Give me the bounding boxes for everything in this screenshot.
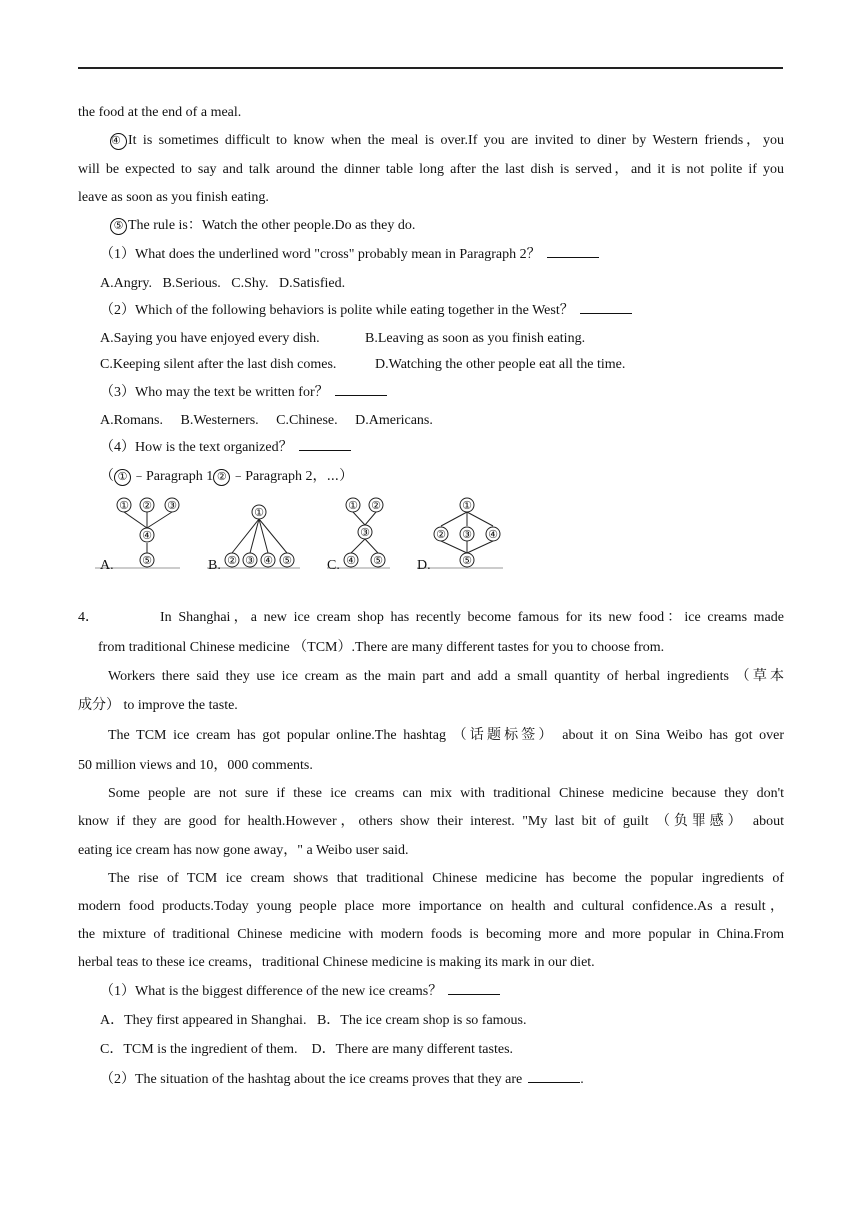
question-3-options: A.Romans. B.Westerners. C.Chinese. D.Americans. [100, 413, 433, 428]
paragraph-4-line-1: ④ It is sometimes difficult to know when the meal is over.If you are invited to diner by Western friends，you [111, 133, 784, 148]
paragraph-number: ④ [110, 133, 127, 150]
section-4-question-2: （2）The situation of the hashtag about the ice creams proves that they are . [100, 1072, 584, 1087]
section-4-paragraph-5-line-2: modern food products.Today young people place more importance on health and cultural confidence.As a result， [78, 899, 784, 914]
answer-blank[interactable] [335, 383, 387, 396]
question-3: （3）Who may the text be written for？ [100, 383, 387, 403]
section-4-question-1: （1）What is the biggest difference of the new ice creams？ [100, 982, 500, 1002]
diagram-label-a: A. [100, 558, 114, 573]
section-4-line-2: from traditional Chinese medicine （TCM）.There are many different tastes for you to choose from. [98, 640, 665, 655]
section-4-paragraph-5-line-4: herbal teas to these ice creams，traditional Chinese medicine is making its mark in our diet. [78, 955, 595, 970]
section-4-paragraph-3-line-1: The TCM ice cream has got popular online.The hashtag （话题标签） about it on Sina Weibo has got over [108, 728, 784, 743]
diagram-label-c: C. [327, 558, 340, 573]
section-4-paragraph-4-line-3: eating ice cream has now gone away，" a Weibo user said. [78, 843, 409, 858]
svg-text:②: ② [227, 555, 237, 567]
paragraph-4-line-2: will be expected to say and talk around the dinner table long after the last dish is served，and it is not polite if you [78, 162, 784, 177]
section-4-paragraph-4-line-1: Some people are not sure if these ice creams can mix with traditional Chinese medicine because they don't [108, 786, 784, 801]
svg-text:④: ④ [346, 555, 356, 567]
answer-blank[interactable] [580, 301, 632, 314]
question-1-options: A.Angry. B.Serious. C.Shy. D.Satisfied. [100, 276, 346, 291]
answer-blank[interactable] [448, 982, 500, 995]
svg-text:①: ① [348, 500, 358, 512]
question-2: （2）Which of the following behaviors is polite while eating together in the West？ [100, 301, 632, 321]
svg-text:③: ③ [245, 555, 255, 567]
svg-text:③: ③ [360, 527, 370, 539]
section-4-question-1-options-ab: A．They first appeared in Shanghai. B．The ice cream shop is so famous. [100, 1013, 527, 1028]
question-4: （4）How is the text organized？ [100, 438, 351, 458]
diagram-label-b: B. [208, 558, 221, 573]
question-2-option-b: B.Leaving as soon as you finish eating. [365, 331, 586, 346]
svg-text:⑤: ⑤ [282, 555, 292, 567]
answer-blank[interactable] [528, 1070, 580, 1083]
section-4-paragraph-4-line-2: know if they are good for health.However，others show their interest. "My last bit of guilt （负罪感） about [78, 814, 784, 829]
svg-text:④: ④ [263, 555, 273, 567]
paragraph-5: ⑤ The rule is：Watch the other people.Do as they do. [110, 216, 415, 236]
section-4-line-1: In Shanghai，a new ice cream shop has recently become famous for its new food：ice creams made [160, 610, 784, 625]
svg-text:①: ① [462, 500, 472, 512]
diagram-label-d: D. [417, 558, 431, 573]
answer-blank[interactable] [547, 245, 599, 258]
paragraph-3-end: the food at the end of a meal. [78, 105, 242, 120]
svg-text:⑤: ⑤ [142, 555, 152, 567]
svg-text:③: ③ [462, 529, 472, 541]
section-4-paragraph-3-line-2: 50 million views and 10，000 comments. [78, 758, 313, 773]
section-4-paragraph-5-line-1: The rise of TCM ice cream shows that traditional Chinese medicine has become the popular ingredients of [108, 871, 784, 886]
svg-text:②: ② [142, 500, 152, 512]
question-2-option-d: D.Watching the other people eat all the time. [375, 357, 626, 372]
svg-text:②: ② [436, 529, 446, 541]
svg-text:④: ④ [488, 529, 498, 541]
section-4-number: 4． [78, 610, 99, 625]
answer-blank[interactable] [299, 438, 351, 451]
section-4-paragraph-2-line-2: 成分） to improve the taste. [78, 698, 238, 713]
question-2-option-c: C.Keeping silent after the last dish comes. [100, 357, 337, 372]
svg-text:⑤: ⑤ [373, 555, 383, 567]
svg-text:③: ③ [167, 500, 177, 512]
paragraph-4-line-3: leave as soon as you finish eating. [78, 190, 269, 205]
section-4-paragraph-5-line-3: the mixture of traditional Chinese medicine with modern foods is becoming more and more popular in China.From [78, 927, 784, 942]
paragraph-number: ⑤ [110, 218, 127, 235]
svg-text:②: ② [371, 500, 381, 512]
section-4-paragraph-2-line-1: Workers there said they use ice cream as the main part and add a small quantity of herbal ingredients （草本 [108, 669, 784, 684]
section-4-question-1-options-cd: C．TCM is the ingredient of them. D．There are many different tastes. [100, 1042, 514, 1057]
question-2-option-a: A.Saying you have enjoyed every dish. [100, 331, 320, 346]
structure-diagrams [95, 490, 515, 575]
svg-text:①: ① [254, 507, 264, 519]
header-rule [78, 67, 783, 69]
svg-text:④: ④ [142, 530, 152, 542]
question-1: （1）What does the underlined word "cross" probably mean in Paragraph 2？ [100, 245, 599, 265]
question-4-note: （ ① ﹣Paragraph 1 ② ﹣Paragraph 2，⋯） [100, 469, 354, 484]
svg-text:①: ① [119, 500, 129, 512]
svg-text:⑤: ⑤ [462, 555, 472, 567]
